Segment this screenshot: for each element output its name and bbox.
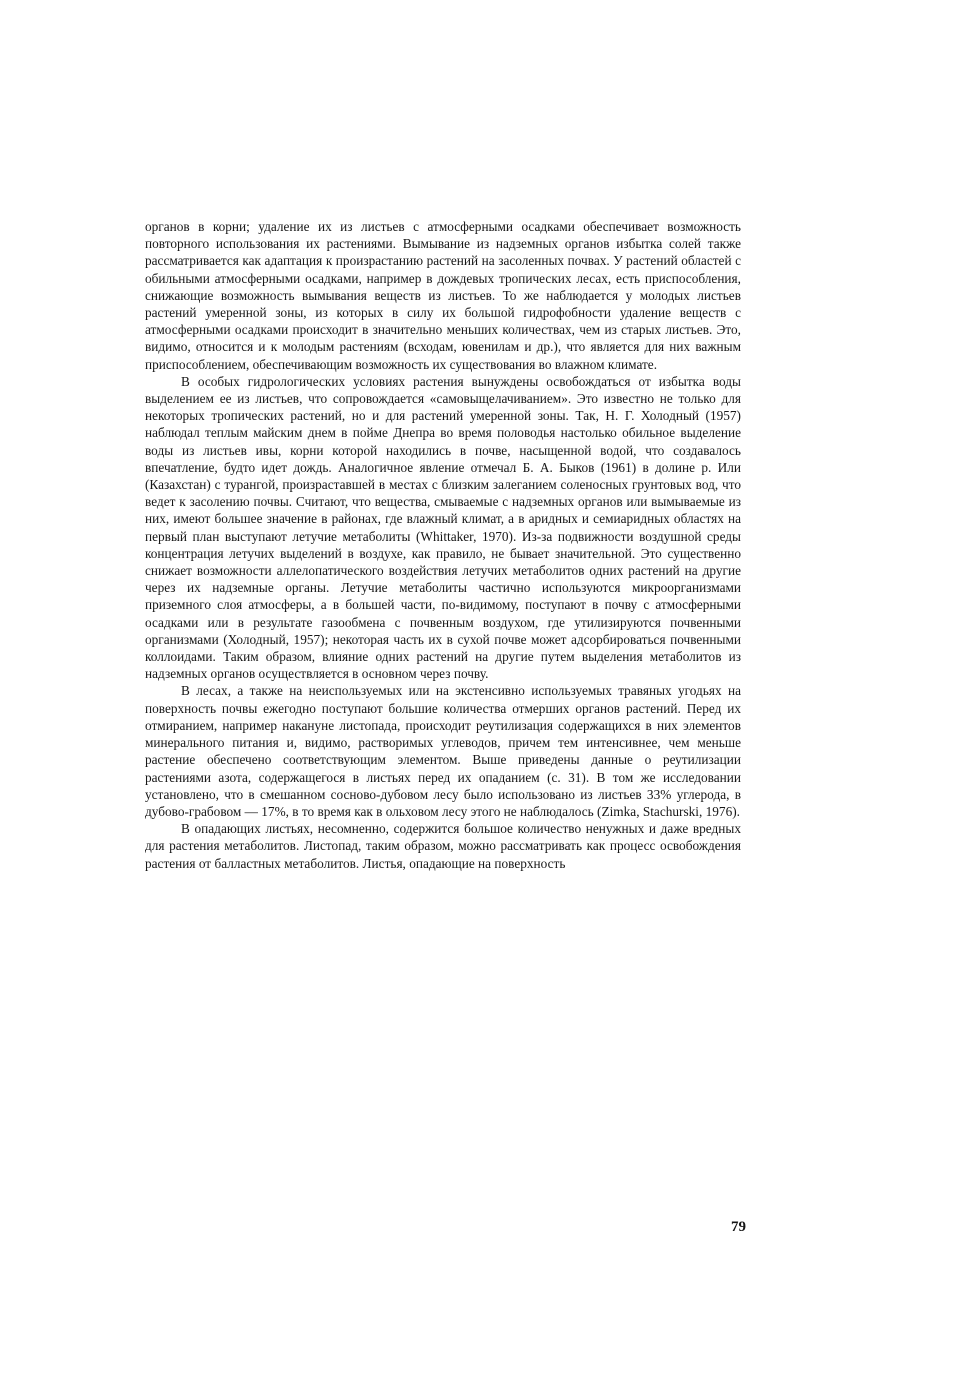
paragraph-4: В опадающих листьях, несомненно, содержится большое количество ненужных и даже вредных для растения метаболитов. Листопад, таким образом, можно рассматривать как процесс освобождения растения от балластных метаболитов. Листья, опадающие на поверхность xyxy=(145,821,741,871)
paragraph-1: органов в корни; удаление их из листьев с атмосферными осадками обеспечивает возможность повторного использования их растениями. Вымывание из надземных органов избытка солей также рассматривается как адаптация к произрастанию растений на засоленных почвах. У растений областей с обильными атмосферными осадками, например в дождевых тропических лесах, есть приспособления, снижающие возможность вымывания веществ из листьев. То же наблюдается у молодых листьев растений умеренной зоны, из которых в силу их большой гидрофобности удаление веществ с атмосферными осадками происходит в значительно меньших количествах, чем из старых листьев. Это, видимо, относится и к молодым растениям (всходам, ювенилам и др.), что является для них важным приспособлением, обеспечивающим возможность их существования во влажном климате. xyxy=(145,219,741,372)
page-number: 79 xyxy=(731,1219,746,1235)
paragraph-2: В особых гидрологических условиях растения вынуждены освобождаться от избытка воды выделением ее из листьев, что сопровождается «самовыщелачиванием». Это известно не только для некоторых тропических растений, но и для растений умеренной зоны. Так, Н. Г. Холодный (1957) наблюдал теплым майским днем в пойме Днепра во время половодья настолько обильное выделение воды из листьев ивы, корни которой находились в почве, насыщенной водой, что создавалось впечатление, будто идет дождь. Аналогичное явление отмечал Б. А. Быков (1961) в долине р. Или (Казахстан) с турангой, произраставшей в местах с близким залеганием соленосных грунтовых вод, что ведет к засолению почвы. Считают, что вещества, смываемые с надземных органов или вымываемые из них, имеют большее значение в районах, где влажный климат, а в аридных и семиаридных областях на первый план выступают летучие метаболиты (Whittaker, 1970). Из-за подвижности воздушной среды концентрация летучих выделений в воздухе, как правило, не бывает значительной. Это существенно снижает возможности аллелопатического воздействия летучих метаболитов одних растений на другие через их надземные органы. Летучие метаболиты частично используются микроорганизмами приземного слоя атмосферы, а в большей части, по-видимому, поступают в почву с атмосферными осадками или в результате газообмена с почвенным воздухом, где утилизируются почвенными организмами (Холодный, 1957); некоторая часть их в сухой почве может адсорбироваться почвенными коллоидами. Таким образом, влияние одних растений на другие путем выделения метаболитов из надземных органов осуществляется в основном через почву. xyxy=(145,373,741,682)
page-text xyxy=(145,218,741,872)
paragraph-3: В лесах, а также на неиспользуемых или на экстенсивно используемых травяных угодьях на поверхность почвы ежегодно поступают большие количества отмерших органов растений. Перед их отмиранием, например накануне листопада, происходит реутилизация содержащихся в них элементов минерального питания и, видимо, растворимых углеводов, причем тем интенсивнее, чем меньше растение обеспечено соответствующим элементом. Выше приведены данные о реутилизации растениями азота, содержащегося в листьях перед их опаданием (с. 31). В том же исследовании установлено, что в смешанном сосново-дубовом лесу было использовано из листьев 33% углерода, в дубово-грабовом — 17%, в то время как в ольховом лесу этого не наблюдалось (Zimka, Stachurski, 1976). xyxy=(145,683,741,819)
